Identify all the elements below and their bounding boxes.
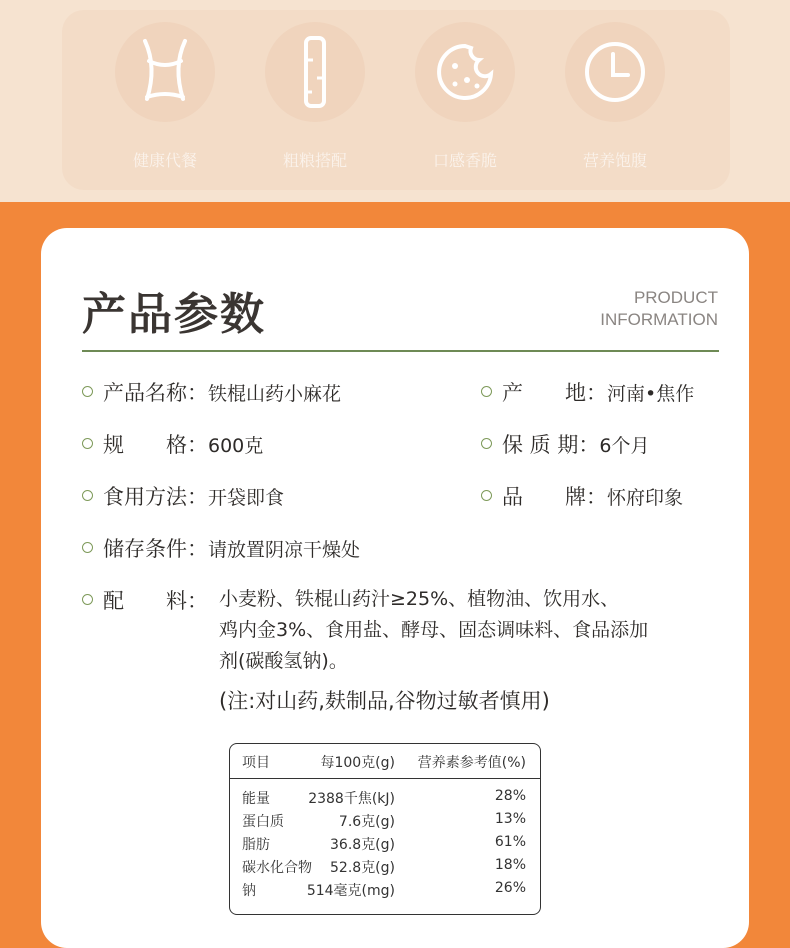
section-english-title <box>600 287 718 331</box>
param-value: 600克 <box>208 435 264 457</box>
param-label: 保 质 期： <box>502 433 600 457</box>
nutrient-amount: 36.8克(g) <box>330 837 395 853</box>
english-title-line: INFORMATION <box>600 310 718 329</box>
feature-satiety <box>560 22 670 171</box>
feature-crispy <box>410 22 520 171</box>
nutrient-name: 碳水化合物 <box>242 860 312 876</box>
param-label: 规 格： <box>103 433 208 457</box>
bullet-icon <box>82 438 93 449</box>
param-name <box>82 377 341 407</box>
nutrition-header <box>230 744 540 779</box>
header-per100g: 每100克(g) <box>320 755 395 771</box>
param-label: 食用方法： <box>103 485 208 509</box>
param-value: 6个月 <box>599 435 650 457</box>
param-value: 河南•焦作 <box>607 383 695 405</box>
bullet-icon <box>82 542 93 553</box>
feature-coarse-grain <box>260 22 370 171</box>
nutrient-nrv: 18% <box>494 857 526 873</box>
nutrient-name: 钠 <box>242 883 256 899</box>
bullet-icon <box>481 438 492 449</box>
bullet-icon <box>82 386 93 397</box>
header-nrv: 营养素参考值(%) <box>417 755 526 771</box>
ingredients-line: 剂(碳酸氢钠)。 <box>219 650 348 672</box>
bullet-icon <box>82 594 93 605</box>
ingredients-line: 小麦粉、铁棍山药汁≥25%、植物油、饮用水、 <box>219 588 620 610</box>
feature-label: 粗粮搭配 <box>282 151 347 170</box>
allergy-note: (注:对山药,麸制品,谷物过敏者慎用) <box>219 689 550 713</box>
english-title-line: PRODUCT <box>633 288 718 307</box>
nutrient-amount: 514毫克(mg) <box>306 883 395 899</box>
param-value: 怀府印象 <box>607 487 684 509</box>
ingredients-line: 鸡内金3%、食用盐、酵母、固态调味料、食品添加 <box>219 619 649 641</box>
nutrient-name: 脂肪 <box>242 837 270 853</box>
nutrient-name: 能量 <box>242 791 270 807</box>
title-divider <box>82 350 719 352</box>
feature-label: 营养饱腹 <box>582 151 647 170</box>
nutrient-nrv: 26% <box>494 880 526 896</box>
header-item: 项目 <box>242 755 270 771</box>
param-brand <box>481 481 683 511</box>
nutrient-amount: 2388千焦(kJ) <box>308 791 395 807</box>
nutrient-nrv: 28% <box>494 788 526 804</box>
cookie-icon <box>415 22 515 122</box>
waist-icon <box>115 22 215 122</box>
param-label: 产品名称： <box>103 381 208 405</box>
nutrition-table <box>229 743 541 915</box>
param-usage <box>82 481 284 511</box>
nutrient-nrv: 61% <box>494 834 526 850</box>
param-label: 品 牌： <box>502 485 607 509</box>
param-label: 配 料： <box>103 589 208 613</box>
bullet-icon <box>481 386 492 397</box>
nutrient-amount: 52.8克(g) <box>330 860 395 876</box>
section-title: 产品参数 <box>82 289 266 340</box>
param-origin <box>481 377 694 407</box>
param-value: 铁棍山药小麻花 <box>208 383 342 405</box>
clock-icon <box>565 22 665 122</box>
param-label: 产 地： <box>502 381 607 405</box>
param-value: 开袋即食 <box>208 487 285 509</box>
bullet-icon <box>481 490 492 501</box>
nutrient-name: 蛋白质 <box>242 814 284 830</box>
param-storage <box>82 533 360 563</box>
param-label: 储存条件： <box>103 537 208 561</box>
nutrient-amount: 7.6克(g) <box>338 814 395 830</box>
feature-label: 口感香脆 <box>432 151 497 170</box>
param-spec <box>82 429 263 459</box>
nutrient-nrv: 13% <box>494 811 526 827</box>
param-ingredients <box>82 585 208 615</box>
bullet-icon <box>82 490 93 501</box>
feature-healthy-meal <box>110 22 220 171</box>
ingredients-text <box>219 584 689 677</box>
feature-label: 健康代餐 <box>132 151 197 170</box>
param-value: 请放置阴凉干燥处 <box>208 539 361 561</box>
param-shelf-life <box>481 429 649 459</box>
stick-icon <box>265 22 365 122</box>
